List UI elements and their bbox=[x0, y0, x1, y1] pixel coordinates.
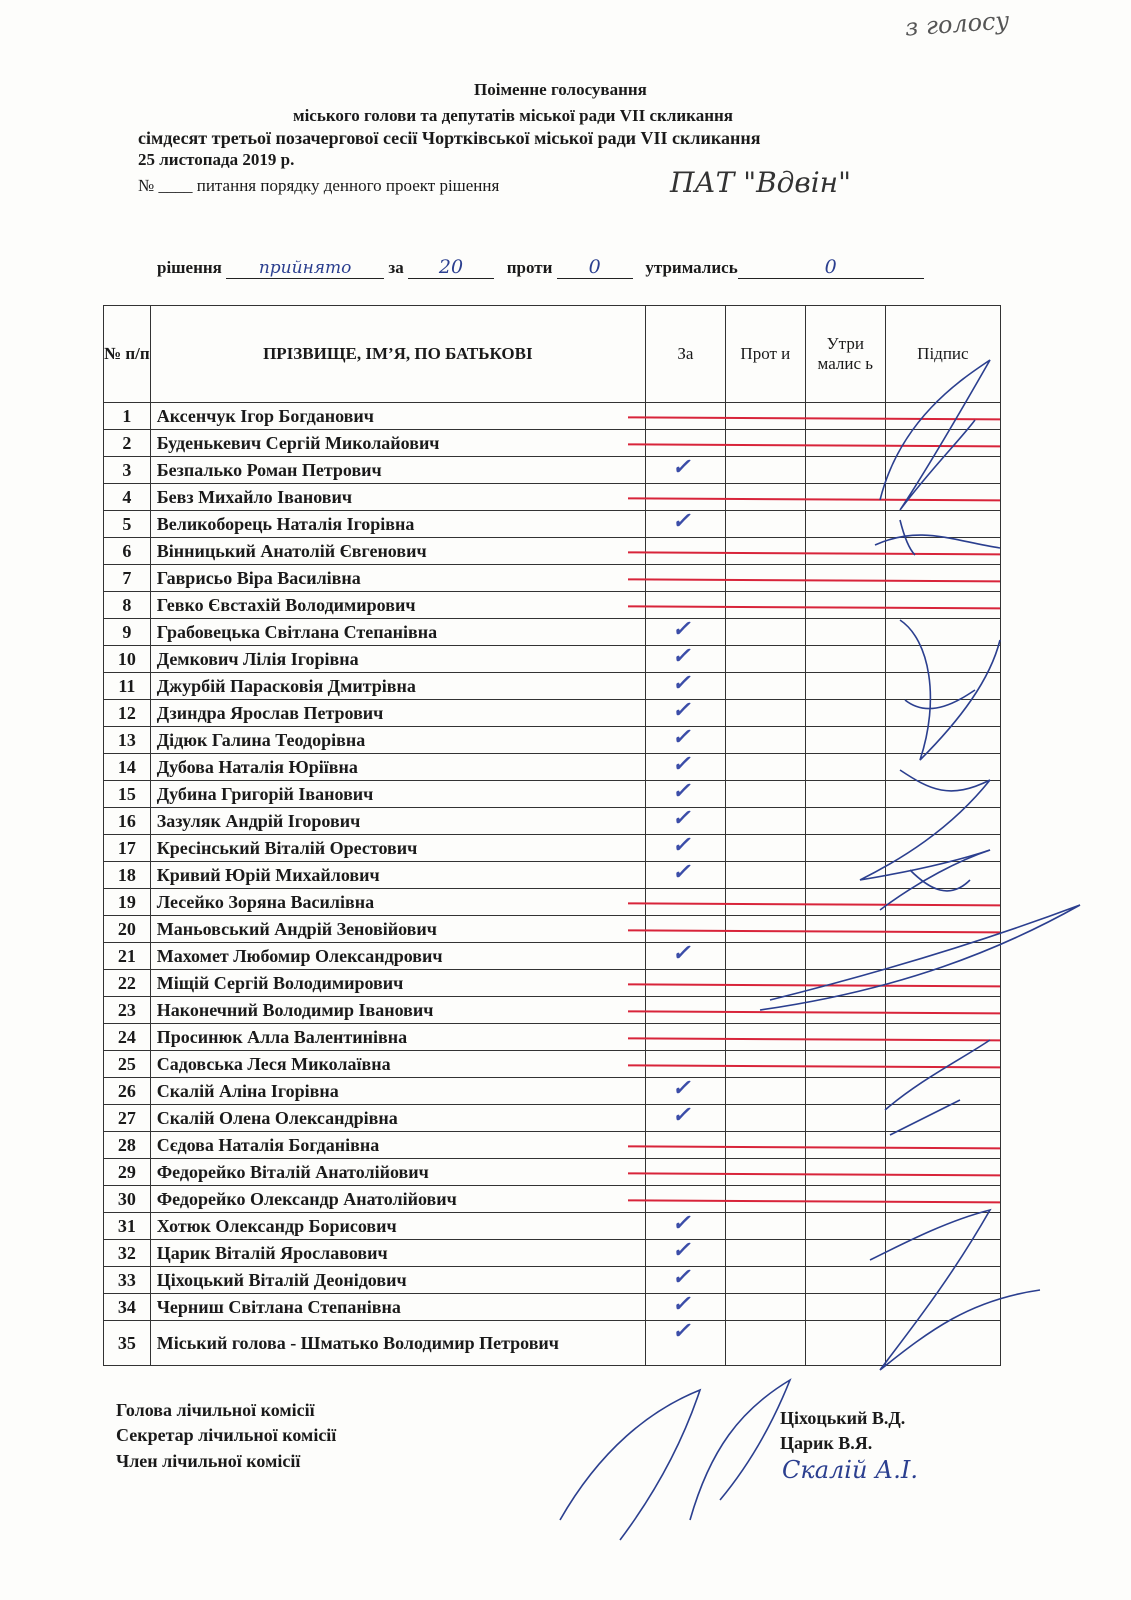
row-vote-against bbox=[725, 484, 805, 511]
row-vote-against bbox=[725, 781, 805, 808]
row-vote-for bbox=[645, 859, 725, 889]
row-number: 20 bbox=[104, 916, 151, 943]
row-vote-for bbox=[645, 916, 725, 943]
table-row bbox=[104, 781, 1001, 808]
table-row bbox=[104, 808, 1001, 835]
table-row bbox=[104, 1267, 1001, 1294]
row-vote-abstain bbox=[805, 511, 885, 538]
row-vote-abstain bbox=[805, 700, 885, 727]
row-number: 24 bbox=[104, 1024, 151, 1051]
row-name: Вінницький Анатолій Євгенович bbox=[150, 538, 645, 565]
row-name: Зазуляк Андрій Ігорович bbox=[150, 808, 645, 835]
check-mark-icon: ✓ bbox=[671, 1291, 691, 1316]
row-signature bbox=[885, 808, 1000, 835]
row-name: Дубина Григорій Іванович bbox=[150, 781, 645, 808]
row-signature bbox=[885, 754, 1000, 781]
row-name: Безпалько Роман Петрович bbox=[150, 457, 645, 484]
corner-note: з голосу bbox=[904, 6, 1011, 42]
row-vote-for bbox=[645, 1051, 725, 1078]
row-signature bbox=[885, 1159, 1000, 1186]
against-count: 0 bbox=[557, 256, 633, 279]
row-signature bbox=[885, 1321, 1000, 1366]
table-row bbox=[104, 457, 1001, 484]
row-number: 12 bbox=[104, 700, 151, 727]
row-number: 26 bbox=[104, 1078, 151, 1105]
check-mark-icon: ✓ bbox=[671, 670, 691, 695]
table-row bbox=[104, 1294, 1001, 1321]
row-signature bbox=[885, 511, 1000, 538]
row-vote-against bbox=[725, 619, 805, 646]
row-vote-against bbox=[725, 1267, 805, 1294]
decision-value: прийнято bbox=[226, 258, 384, 279]
row-name: Кривий Юрій Михайлович bbox=[150, 862, 645, 889]
doc-title: Поіменне голосування bbox=[474, 80, 647, 99]
signature-scribble bbox=[690, 1380, 790, 1520]
row-signature bbox=[885, 1024, 1000, 1051]
table-row bbox=[104, 403, 1001, 430]
row-number: 34 bbox=[104, 1294, 151, 1321]
session-date: 25 листопада 2019 р. bbox=[138, 150, 295, 169]
table-row bbox=[104, 970, 1001, 997]
row-vote-abstain bbox=[805, 970, 885, 997]
row-vote-for bbox=[645, 538, 725, 565]
row-vote-for bbox=[645, 940, 725, 970]
table-row bbox=[104, 835, 1001, 862]
row-name: Бевз Михайло Іванович bbox=[150, 484, 645, 511]
row-vote-abstain bbox=[805, 889, 885, 916]
row-signature bbox=[885, 565, 1000, 592]
row-vote-against bbox=[725, 1159, 805, 1186]
row-name: Федорейко Віталій Анатолійович bbox=[150, 1159, 645, 1186]
row-number: 25 bbox=[104, 1051, 151, 1078]
col-for-header: За bbox=[645, 306, 725, 403]
row-vote-abstain bbox=[805, 673, 885, 700]
row-vote-for bbox=[645, 1132, 725, 1159]
row-vote-for bbox=[645, 1102, 725, 1132]
table-row bbox=[104, 673, 1001, 700]
row-vote-for bbox=[645, 805, 725, 835]
row-vote-against bbox=[725, 970, 805, 997]
row-name: Гаврисьо Віра Василівна bbox=[150, 565, 645, 592]
row-vote-against bbox=[725, 916, 805, 943]
row-number: 6 bbox=[104, 538, 151, 565]
check-mark-icon: ✓ bbox=[671, 1264, 691, 1289]
row-number: 27 bbox=[104, 1105, 151, 1132]
table-row bbox=[104, 727, 1001, 754]
row-number: 35 bbox=[104, 1321, 151, 1366]
row-number: 11 bbox=[104, 673, 151, 700]
row-name: Садовська Леся Миколаївна bbox=[150, 1051, 645, 1078]
row-number: 4 bbox=[104, 484, 151, 511]
row-name: Кресінський Віталій Орестович bbox=[150, 835, 645, 862]
table-row bbox=[104, 565, 1001, 592]
row-vote-for bbox=[645, 970, 725, 997]
row-vote-abstain bbox=[805, 1078, 885, 1105]
row-vote-for bbox=[645, 997, 725, 1024]
check-mark-icon: ✓ bbox=[671, 616, 691, 641]
row-signature bbox=[885, 592, 1000, 619]
row-vote-for bbox=[645, 403, 725, 430]
doc-subtitle: міського голови та депутатів міської ради VII скликання bbox=[293, 106, 733, 125]
row-number: 28 bbox=[104, 1132, 151, 1159]
row-vote-against bbox=[725, 1024, 805, 1051]
row-signature bbox=[885, 943, 1000, 970]
row-signature bbox=[885, 862, 1000, 889]
row-signature bbox=[885, 1294, 1000, 1321]
row-name: Просинюк Алла Валентинівна bbox=[150, 1024, 645, 1051]
row-signature bbox=[885, 1213, 1000, 1240]
row-number: 5 bbox=[104, 511, 151, 538]
row-signature bbox=[885, 484, 1000, 511]
row-vote-against bbox=[725, 808, 805, 835]
commission-member-name: Скалій А.І. bbox=[782, 1456, 918, 1484]
for-count: 20 bbox=[408, 256, 494, 279]
row-vote-abstain bbox=[805, 943, 885, 970]
row-vote-for bbox=[645, 1318, 725, 1366]
table-row bbox=[104, 997, 1001, 1024]
row-number: 9 bbox=[104, 619, 151, 646]
check-mark-icon: ✓ bbox=[671, 1075, 691, 1100]
table-row bbox=[104, 1078, 1001, 1105]
row-signature bbox=[885, 403, 1000, 430]
row-vote-against bbox=[725, 754, 805, 781]
row-signature bbox=[885, 916, 1000, 943]
table-row bbox=[104, 430, 1001, 457]
row-name: Федорейко Олександр Анатолійович bbox=[150, 1186, 645, 1213]
row-vote-against bbox=[725, 457, 805, 484]
row-vote-for bbox=[645, 1186, 725, 1213]
table-row bbox=[104, 592, 1001, 619]
row-vote-for bbox=[645, 484, 725, 511]
row-vote-against bbox=[725, 1294, 805, 1321]
check-mark-icon: ✓ bbox=[671, 751, 691, 776]
row-vote-abstain bbox=[805, 403, 885, 430]
row-vote-abstain bbox=[805, 484, 885, 511]
row-vote-abstain bbox=[805, 916, 885, 943]
check-mark-icon: ✓ bbox=[671, 697, 691, 722]
table-row bbox=[104, 1132, 1001, 1159]
row-vote-against bbox=[725, 835, 805, 862]
table-row bbox=[104, 916, 1001, 943]
row-name: Черниш Світлана Степанівна bbox=[150, 1294, 645, 1321]
abstain-label: утримались bbox=[645, 258, 738, 277]
row-vote-against bbox=[725, 1321, 805, 1366]
row-name: Хотюк Олександр Борисович bbox=[150, 1213, 645, 1240]
row-vote-against bbox=[725, 538, 805, 565]
row-signature bbox=[885, 1132, 1000, 1159]
row-vote-abstain bbox=[805, 997, 885, 1024]
row-signature bbox=[885, 457, 1000, 484]
row-vote-for bbox=[645, 751, 725, 781]
row-vote-abstain bbox=[805, 1024, 885, 1051]
table-row bbox=[104, 1240, 1001, 1267]
row-vote-against bbox=[725, 727, 805, 754]
row-number: 3 bbox=[104, 457, 151, 484]
row-name: Маньовський Андрій Зеновійович bbox=[150, 916, 645, 943]
row-name: Грабовецька Світлана Степанівна bbox=[150, 619, 645, 646]
row-vote-for bbox=[645, 565, 725, 592]
row-vote-abstain bbox=[805, 538, 885, 565]
row-vote-abstain bbox=[805, 1105, 885, 1132]
row-vote-abstain bbox=[805, 862, 885, 889]
check-mark-icon: ✓ bbox=[671, 805, 691, 830]
row-signature bbox=[885, 1240, 1000, 1267]
row-vote-for bbox=[645, 697, 725, 727]
row-vote-abstain bbox=[805, 754, 885, 781]
row-number: 8 bbox=[104, 592, 151, 619]
signature-scribble bbox=[560, 1390, 700, 1540]
row-number: 23 bbox=[104, 997, 151, 1024]
check-mark-icon: ✓ bbox=[671, 1237, 691, 1262]
table-row bbox=[104, 700, 1001, 727]
row-vote-for bbox=[645, 1237, 725, 1267]
row-vote-abstain bbox=[805, 1051, 885, 1078]
row-vote-abstain bbox=[805, 808, 885, 835]
check-mark-icon: ✓ bbox=[671, 724, 691, 749]
row-vote-against bbox=[725, 1186, 805, 1213]
row-vote-against bbox=[725, 565, 805, 592]
row-signature bbox=[885, 700, 1000, 727]
row-vote-against bbox=[725, 1051, 805, 1078]
row-vote-for bbox=[645, 1075, 725, 1105]
row-signature bbox=[885, 1186, 1000, 1213]
row-number: 1 bbox=[104, 403, 151, 430]
check-mark-icon: ✓ bbox=[671, 1102, 691, 1127]
row-vote-against bbox=[725, 646, 805, 673]
row-vote-against bbox=[725, 862, 805, 889]
row-vote-abstain bbox=[805, 781, 885, 808]
commission-chair-name: Ціхоцький В.Д. bbox=[780, 1408, 906, 1428]
row-vote-for bbox=[645, 1024, 725, 1051]
decision-label: рішення bbox=[157, 258, 222, 277]
row-vote-abstain bbox=[805, 1213, 885, 1240]
row-number: 19 bbox=[104, 889, 151, 916]
row-vote-abstain bbox=[805, 565, 885, 592]
row-vote-abstain bbox=[805, 1294, 885, 1321]
table-row bbox=[104, 1024, 1001, 1051]
row-vote-for bbox=[645, 592, 725, 619]
row-signature bbox=[885, 970, 1000, 997]
row-vote-for bbox=[645, 454, 725, 484]
table-row bbox=[104, 511, 1001, 538]
row-vote-for bbox=[645, 670, 725, 700]
row-name: Лесейко Зоряна Василівна bbox=[150, 889, 645, 916]
commission-secretary-label: Секретар лічильної комісії bbox=[116, 1425, 337, 1445]
row-vote-against bbox=[725, 700, 805, 727]
row-vote-abstain bbox=[805, 646, 885, 673]
table-row bbox=[104, 1051, 1001, 1078]
row-number: 10 bbox=[104, 646, 151, 673]
row-vote-for bbox=[645, 616, 725, 646]
row-number: 2 bbox=[104, 430, 151, 457]
row-vote-for bbox=[645, 778, 725, 808]
row-vote-for bbox=[645, 1291, 725, 1321]
check-mark-icon: ✓ bbox=[671, 940, 691, 965]
row-signature bbox=[885, 619, 1000, 646]
row-number: 7 bbox=[104, 565, 151, 592]
row-name: Скалій Аліна Ігорівна bbox=[150, 1078, 645, 1105]
table-row bbox=[104, 889, 1001, 916]
check-mark-icon: ✓ bbox=[671, 832, 691, 857]
check-mark-icon: ✓ bbox=[671, 859, 691, 884]
commission-chair-label: Голова лічильної комісії bbox=[116, 1400, 315, 1420]
table-row bbox=[104, 862, 1001, 889]
session-line: сімдесят третьої позачергової сесії Чортківської міської ради VII скликання bbox=[138, 128, 761, 148]
row-signature bbox=[885, 1267, 1000, 1294]
row-name: Ціхоцький Віталій Деонідович bbox=[150, 1267, 645, 1294]
row-number: 21 bbox=[104, 943, 151, 970]
table-row bbox=[104, 1186, 1001, 1213]
row-signature bbox=[885, 646, 1000, 673]
col-against-header: Прот и bbox=[725, 306, 805, 403]
row-signature bbox=[885, 781, 1000, 808]
row-vote-against bbox=[725, 997, 805, 1024]
row-number: 15 bbox=[104, 781, 151, 808]
row-vote-for bbox=[645, 1210, 725, 1240]
row-number: 30 bbox=[104, 1186, 151, 1213]
row-vote-against bbox=[725, 1078, 805, 1105]
row-vote-abstain bbox=[805, 592, 885, 619]
row-signature bbox=[885, 727, 1000, 754]
row-signature bbox=[885, 1051, 1000, 1078]
row-vote-for bbox=[645, 724, 725, 754]
table-row bbox=[104, 646, 1001, 673]
row-vote-abstain bbox=[805, 1186, 885, 1213]
row-vote-against bbox=[725, 1132, 805, 1159]
col-abstain-header: Утри малис ь bbox=[805, 306, 885, 403]
check-mark-icon: ✓ bbox=[671, 1318, 691, 1343]
row-signature bbox=[885, 1105, 1000, 1132]
row-name: Царик Віталій Ярославович bbox=[150, 1240, 645, 1267]
row-signature bbox=[885, 430, 1000, 457]
check-mark-icon: ✓ bbox=[671, 508, 691, 533]
row-vote-against bbox=[725, 1213, 805, 1240]
against-label: проти bbox=[506, 258, 553, 277]
row-signature bbox=[885, 673, 1000, 700]
row-number: 33 bbox=[104, 1267, 151, 1294]
row-number: 22 bbox=[104, 970, 151, 997]
row-vote-for bbox=[645, 508, 725, 538]
row-vote-against bbox=[725, 430, 805, 457]
row-number: 32 bbox=[104, 1240, 151, 1267]
table-row bbox=[104, 1105, 1001, 1132]
row-name: Демкович Лілія Ігорівна bbox=[150, 646, 645, 673]
vote-table bbox=[103, 305, 1001, 1366]
row-vote-abstain bbox=[805, 1267, 885, 1294]
row-vote-against bbox=[725, 889, 805, 916]
agenda-item: № ____ питання порядку денного проект рішення bbox=[138, 176, 500, 195]
row-name: Скалій Олена Олександрівна bbox=[150, 1105, 645, 1132]
check-mark-icon: ✓ bbox=[671, 454, 691, 479]
row-vote-for bbox=[645, 1159, 725, 1186]
for-label: за bbox=[388, 258, 404, 277]
row-signature bbox=[885, 1078, 1000, 1105]
commission-secretary-name: Царик В.Я. bbox=[780, 1433, 873, 1453]
row-vote-against bbox=[725, 403, 805, 430]
table-row bbox=[104, 754, 1001, 781]
row-vote-for bbox=[645, 643, 725, 673]
check-mark-icon: ✓ bbox=[671, 1210, 691, 1235]
table-row bbox=[104, 538, 1001, 565]
row-name: Наконечний Володимир Іванович bbox=[150, 997, 645, 1024]
table-row bbox=[104, 1213, 1001, 1240]
row-name: Махомет Любомир Олександрович bbox=[150, 943, 645, 970]
row-number: 18 bbox=[104, 862, 151, 889]
row-name: Великоборець Наталія Ігорівна bbox=[150, 511, 645, 538]
row-vote-abstain bbox=[805, 1159, 885, 1186]
row-signature bbox=[885, 835, 1000, 862]
row-vote-against bbox=[725, 1105, 805, 1132]
col-sign-header: Підпис bbox=[885, 306, 1000, 403]
row-vote-against bbox=[725, 1240, 805, 1267]
row-vote-abstain bbox=[805, 727, 885, 754]
row-number: 31 bbox=[104, 1213, 151, 1240]
row-name: Сєдова Наталія Богданівна bbox=[150, 1132, 645, 1159]
abstain-count: 0 bbox=[738, 256, 924, 279]
row-vote-abstain bbox=[805, 1240, 885, 1267]
row-name: Дубова Наталія Юріївна bbox=[150, 754, 645, 781]
table-row bbox=[104, 484, 1001, 511]
row-name: Міщій Сергій Володимирович bbox=[150, 970, 645, 997]
row-vote-against bbox=[725, 673, 805, 700]
table-row bbox=[104, 1159, 1001, 1186]
row-vote-for bbox=[645, 889, 725, 916]
row-number: 17 bbox=[104, 835, 151, 862]
row-number: 13 bbox=[104, 727, 151, 754]
col-name-header: ПРІЗВИЩЕ, ІМ’Я, ПО БАТЬКОВІ bbox=[150, 306, 645, 403]
row-name: Міський голова - Шматько Володимир Петрович bbox=[150, 1321, 645, 1366]
row-name: Дзиндра Ярослав Петрович bbox=[150, 700, 645, 727]
commission-member-label: Член лічильної комісії bbox=[116, 1451, 301, 1471]
row-vote-abstain bbox=[805, 1321, 885, 1366]
row-number: 29 bbox=[104, 1159, 151, 1186]
row-vote-abstain bbox=[805, 430, 885, 457]
row-vote-against bbox=[725, 511, 805, 538]
row-vote-abstain bbox=[805, 1132, 885, 1159]
row-signature bbox=[885, 538, 1000, 565]
row-vote-for bbox=[645, 832, 725, 862]
row-vote-abstain bbox=[805, 835, 885, 862]
row-vote-abstain bbox=[805, 619, 885, 646]
row-signature bbox=[885, 997, 1000, 1024]
col-num-header: № п/п bbox=[104, 306, 151, 403]
row-name: Гевко Євстахій Володимирович bbox=[150, 592, 645, 619]
agenda-item-handwritten: ПАТ "Вдвін" bbox=[670, 166, 851, 199]
check-mark-icon: ✓ bbox=[671, 778, 691, 803]
table-row bbox=[104, 619, 1001, 646]
row-name: Буденькевич Сергій Миколайович bbox=[150, 430, 645, 457]
table-row bbox=[104, 943, 1001, 970]
row-vote-for bbox=[645, 430, 725, 457]
row-number: 14 bbox=[104, 754, 151, 781]
row-vote-against bbox=[725, 943, 805, 970]
row-name: Дідюк Галина Теодорівна bbox=[150, 727, 645, 754]
table-row bbox=[104, 1321, 1001, 1366]
row-name: Джурбій Парасковія Дмитрівна bbox=[150, 673, 645, 700]
row-vote-for bbox=[645, 1264, 725, 1294]
row-vote-against bbox=[725, 592, 805, 619]
row-signature bbox=[885, 889, 1000, 916]
row-vote-abstain bbox=[805, 457, 885, 484]
row-name: Аксенчук Ігор Богданович bbox=[150, 403, 645, 430]
table-header-row bbox=[104, 306, 1001, 403]
row-number: 16 bbox=[104, 808, 151, 835]
check-mark-icon: ✓ bbox=[671, 643, 691, 668]
decision-line bbox=[157, 256, 924, 279]
